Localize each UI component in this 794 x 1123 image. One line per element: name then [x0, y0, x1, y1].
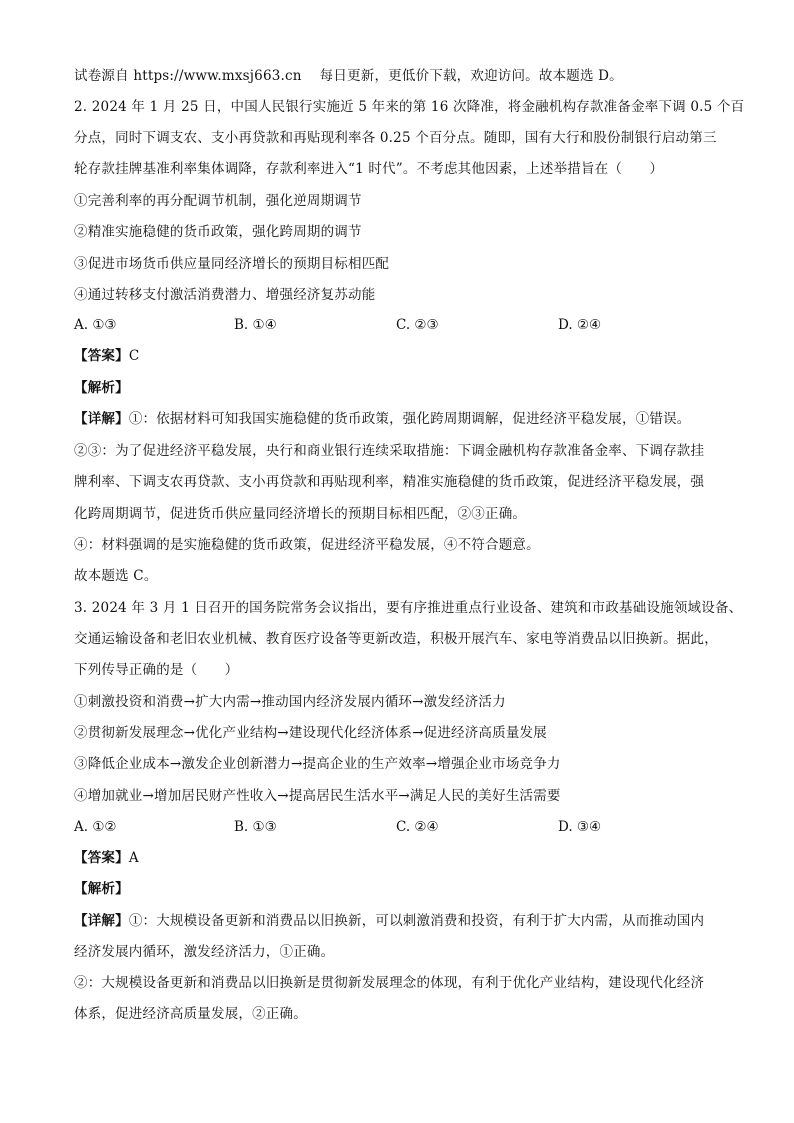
q2-option-d: D. ②④: [558, 317, 602, 333]
q2-option-b: B. ①④: [234, 317, 277, 333]
q3-detail-line-1: 【详解】①：大规模设备更新和消费品以旧换新，可以刺激消费和投资，有利于扩大内需，从而推动国内: [74, 913, 705, 929]
q2-answer-tag: 【答案】: [74, 348, 129, 364]
q2-stem-line-3: 轮存款挂牌基准利率集体调降，存款利率进入“1 时代”。不考虑其他因素，上述举措旨在（ ）: [74, 161, 664, 177]
q3-stem-line-2: 交通运输设备和老旧农业机械、教育医疗设备等更新改造，积极开展汽车、家电等消费品以旧换新。据此，: [74, 631, 718, 647]
q3-detail-line-3: ②：大规模设备更新和消费品以旧换新是贯彻新发展理念的体现，有利于优化产业结构，建设现代化经济: [74, 975, 705, 991]
q3-stem-line-1: 3. 2024 年 3 月 1 日召开的国务院常务会议指出，要有序推进重点行业设备、建筑和市政基础设施领域设备、: [74, 600, 743, 616]
q2-option-a: A. ①③: [74, 317, 117, 333]
q3-option-d: D. ③④: [558, 819, 602, 835]
q2-item-4: ④通过转移支付激活消费潜力、增强经济复苏动能: [74, 287, 376, 303]
q2-detail-line-3: 牌利率、下调支农再贷款、支小再贷款和再贴现利率，精准实施稳健的货币政策，促进经济平稳发展，强: [74, 474, 705, 490]
q3-item-2: ②贯彻新发展理念→优化产业结构→建设现代化经济体系→促进经济高质量发展: [74, 725, 547, 741]
q3-analysis-tag: 【解析】: [74, 881, 129, 897]
q3-detail-line-4: 体系，促进经济高质量发展，②正确。: [74, 1006, 307, 1022]
q3-detail-line-2: 经济发展内循环，激发经济活力，①正确。: [74, 944, 335, 960]
q3-answer-value: A: [128, 850, 139, 866]
q2-detail-line-4: 化跨周期调节，促进货币供应量同经济增长的预期目标相匹配，②③正确。: [74, 506, 527, 522]
q2-detail-line-5: ④：材料强调的是实施稳健的货币政策，促进经济平稳发展，④不符合题意。: [74, 537, 540, 553]
q2-answer-value: C: [128, 348, 140, 364]
q3-options: [74, 817, 734, 837]
q2-detail-line-1: 【详解】①：依据材料可知我国实施稳健的货币政策，强化跨周期调解，促进经济平稳发展，①错误。: [74, 411, 691, 427]
q3-answer: [74, 848, 734, 868]
source-label: 试卷源自: [74, 68, 129, 84]
q2-item-2: ②精准实施稳健的货币政策，强化跨周期的调节: [74, 224, 362, 240]
q2-stem-line-1: 2. 2024 年 1 月 25 日，中国人民银行实施近 5 年来的第 16 次降准，将金融机构存款准备金率下调 0.5 个百: [74, 99, 745, 115]
source-notice-line: [74, 66, 734, 86]
q3-stem-line-3: 下列传导正确的是（ ）: [74, 662, 239, 678]
q2-item-3: ③促进市场货币供应量同经济增长的预期目标相匹配: [74, 256, 390, 272]
source-url[interactable]: https://www.mxsj663.cn: [133, 68, 302, 84]
q3-item-1: ①刺激投资和消费→扩大内需→推动国内经济发展内循环→激发经济活力: [74, 694, 506, 710]
q2-option-c: C. ②③: [396, 317, 439, 333]
q3-option-c: C. ②④: [396, 819, 439, 835]
q3-item-4: ④增加就业→增加居民财产性收入→提高居民生活水平→满足人民的美好生活需要: [74, 788, 561, 804]
q3-option-a: A. ①②: [74, 819, 117, 835]
q2-conclusion: 故本题选 C。: [74, 568, 158, 584]
q2-detail-tag: 【详解】: [74, 411, 129, 427]
q2-stem-line-2: 分点，同时下调支农、支小再贷款和再贴现利率各 0.25 个百分点。随即，国有大行和股份制银行启动第三: [74, 130, 717, 146]
source-notice: 每日更新，更低价下载，欢迎访问。故本题选 D。: [319, 68, 623, 84]
q3-detail-tag: 【详解】: [74, 913, 129, 929]
q2-detail-line-2: ②③：为了促进经济平稳发展，央行和商业银行连续采取措施：下调金融机构存款准备金率、下调存款挂: [74, 443, 705, 459]
q3-option-b: B. ①③: [234, 819, 277, 835]
q2-item-1: ①完善利率的再分配调节机制，强化逆周期调节: [74, 193, 362, 209]
q2-options: [74, 315, 734, 335]
q3-answer-tag: 【答案】: [74, 850, 129, 866]
q2-analysis-tag: 【解析】: [74, 380, 129, 396]
q2-answer: [74, 346, 734, 366]
q3-item-3: ③降低企业成本→激发企业创新潜力→提高企业的生产效率→增强企业市场竞争力: [74, 756, 561, 772]
